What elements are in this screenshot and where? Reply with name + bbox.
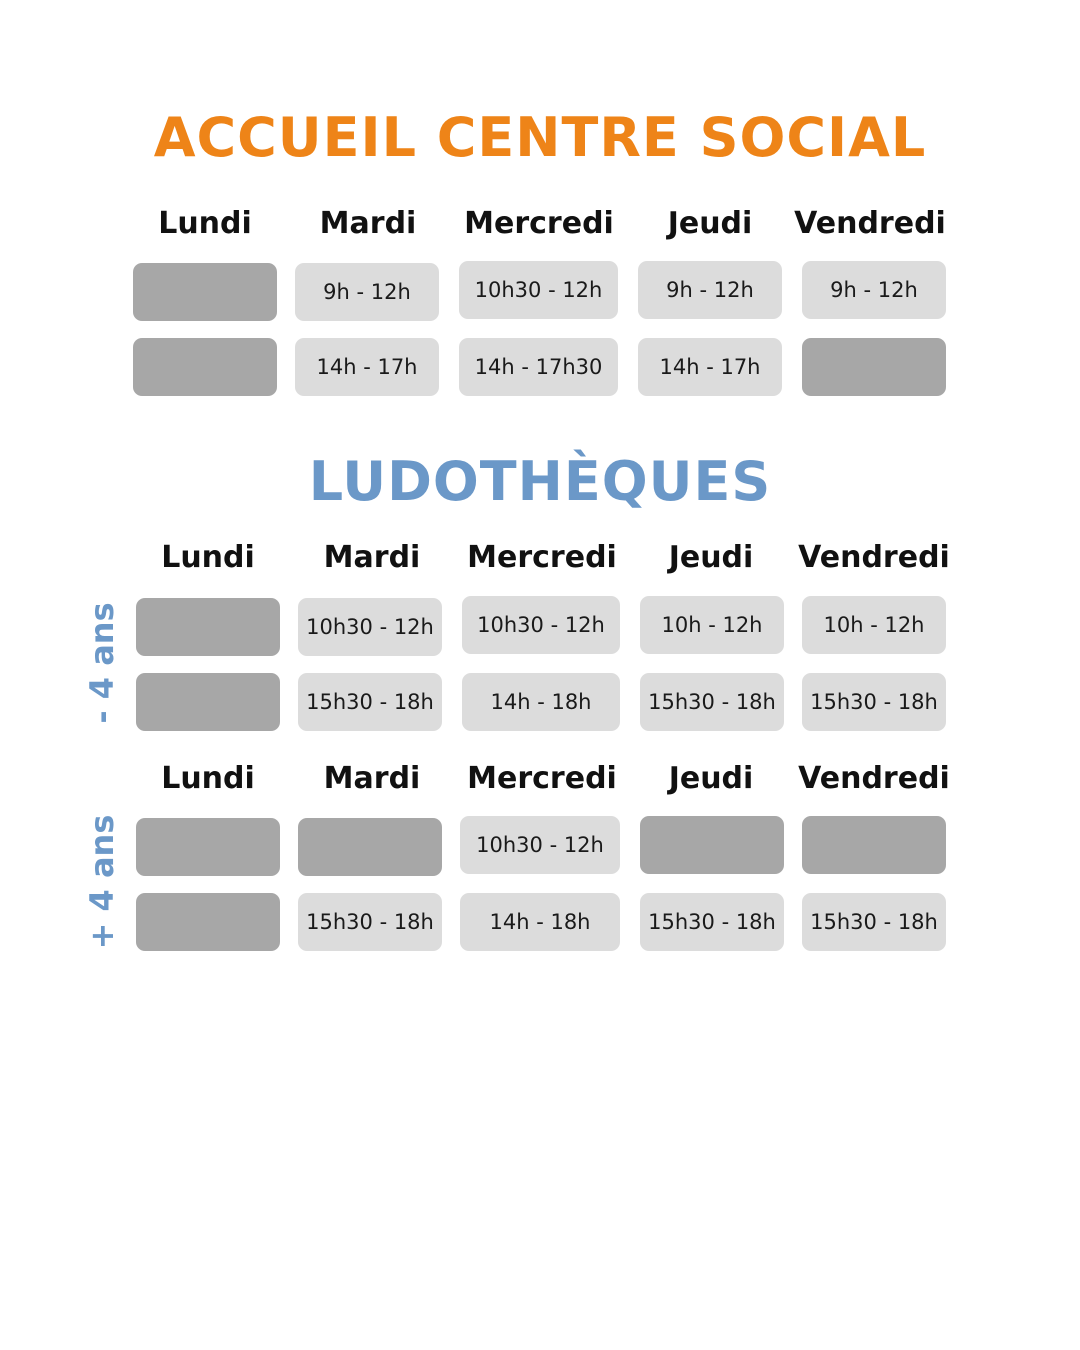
day-header-mardi: Mardi [319, 206, 417, 241]
schedule-slot: 9h - 12h [802, 261, 946, 319]
closed-slot [136, 893, 280, 951]
schedule-slot: 10h - 12h [802, 596, 946, 654]
day-header-lundi: Lundi [161, 761, 255, 796]
schedule-slot: 14h - 17h30 [459, 338, 618, 396]
day-header-jeudi: Jeudi [667, 206, 753, 241]
schedule-slot: 10h - 12h [640, 596, 784, 654]
closed-slot [136, 673, 280, 731]
schedule-slot: 15h30 - 18h [640, 893, 784, 951]
day-header-jeudi: Jeudi [668, 761, 754, 796]
day-header-vendredi: Vendredi [798, 761, 950, 796]
day-header-mardi: Mardi [323, 540, 421, 575]
day-header-vendredi: Vendredi [798, 540, 950, 575]
age-group-label: - 4 ans [83, 602, 121, 724]
schedule-slot: 9h - 12h [638, 261, 782, 319]
schedule-slot: 15h30 - 18h [298, 893, 442, 951]
closed-slot [802, 816, 946, 874]
day-header-vendredi: Vendredi [794, 206, 946, 241]
accueil-title: ACCUEIL CENTRE SOCIAL [153, 106, 927, 169]
day-header-lundi: Lundi [161, 540, 255, 575]
schedule-slot: 15h30 - 18h [640, 673, 784, 731]
schedule-slot: 10h30 - 12h [462, 596, 620, 654]
schedule-slot: 14h - 18h [462, 673, 620, 731]
closed-slot [136, 598, 280, 656]
age-group-label: + 4 ans [83, 814, 121, 950]
closed-slot [640, 816, 784, 874]
day-header-lundi: Lundi [158, 206, 252, 241]
closed-slot [136, 818, 280, 876]
day-header-mardi: Mardi [323, 761, 421, 796]
schedule-slot: 10h30 - 12h [298, 598, 442, 656]
day-header-mercredi: Mercredi [464, 206, 614, 241]
closed-slot [133, 263, 277, 321]
day-header-jeudi: Jeudi [668, 540, 754, 575]
schedule-slot: 15h30 - 18h [802, 893, 946, 951]
day-header-mercredi: Mercredi [467, 540, 617, 575]
schedule-slot: 9h - 12h [295, 263, 439, 321]
schedule-slot: 14h - 18h [460, 893, 620, 951]
closed-slot [802, 338, 946, 396]
schedule-slot: 10h30 - 12h [459, 261, 618, 319]
schedule-slot: 15h30 - 18h [802, 673, 946, 731]
schedule-slot: 10h30 - 12h [460, 816, 620, 874]
closed-slot [133, 338, 277, 396]
day-header-mercredi: Mercredi [467, 761, 617, 796]
ludotheques-title: LUDOTHÈQUES [308, 450, 772, 513]
closed-slot [298, 818, 442, 876]
schedule-slot: 14h - 17h [295, 338, 439, 396]
schedule-slot: 15h30 - 18h [298, 673, 442, 731]
schedule-slot: 14h - 17h [638, 338, 782, 396]
